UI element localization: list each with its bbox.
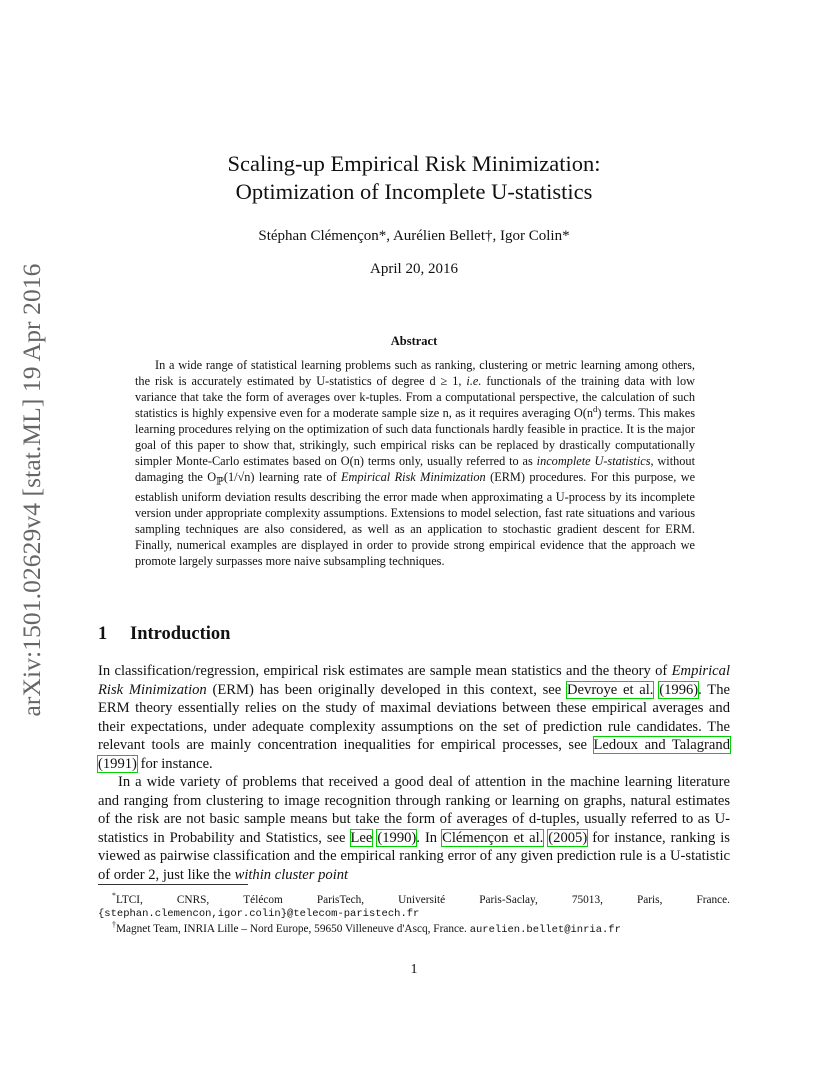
citation-ledoux-year[interactable]: (1991): [98, 755, 137, 772]
citation-clemencon[interactable]: Clémençon et al.: [442, 829, 544, 846]
footnote-2-text: Magnet Team, INRIA Lille – Nord Europe, 59650 Villeneuve d'Ascq, France.: [115, 923, 467, 935]
title-line-2: Optimization of Incomplete U-statistics: [235, 179, 593, 204]
date: April 20, 2016: [370, 261, 458, 277]
footnote-1-word: France.: [696, 894, 730, 906]
footnote-1-word: Université: [398, 894, 446, 906]
page-number: 1: [410, 962, 418, 977]
abstract-heading: Abstract: [390, 334, 438, 348]
footnote-rule: [98, 884, 248, 885]
footnote-1-word: 75013,: [571, 894, 603, 906]
section-heading: [98, 624, 230, 645]
footnote-1-affiliation: [98, 893, 730, 907]
citation-ledoux[interactable]: Ledoux and Talagrand: [593, 737, 730, 754]
arxiv-identifier: arXiv:1501.02629v4 [stat.ML] 19 Apr 2016: [17, 263, 46, 717]
footnote-1-word: Paris-Saclay,: [479, 894, 538, 906]
footnote-1-word: Paris,: [636, 894, 663, 906]
paper-title: [0, 150, 828, 206]
footnote-2-marker: †: [112, 920, 116, 930]
citation-lee-year[interactable]: (1990): [377, 829, 417, 846]
section-title: Introduction: [130, 624, 231, 644]
footnote-2: [98, 922, 744, 937]
citation-lee[interactable]: Lee: [350, 829, 373, 846]
footnote-1-email: {stephan.clemencon,igor.colin}@telecom-paristech.fr: [98, 908, 420, 920]
title-line-1: Scaling-up Empirical Risk Minimization:: [227, 151, 601, 176]
body-paragraph-2: In a wide variety of problems that received a good deal of attention in the machine learning literature and ranging from clustering to image recognition through ranking or learning on graphs, natural estimates of the risk are not basic sample means but take the form of averages of d-tuples, usually referred to as U-statistics in Probability and Statistics, see Lee (1990). In Clémençon et al. (2005) for instance, ranking is viewed as pairwise classification and the empirical ranking error of any given prediction rule is a U-statistic of order 2, just like the within cluster point: [98, 774, 730, 884]
authors: Stéphan Clémençon*, Aurélien Bellet†, Igor Colin*: [258, 228, 570, 244]
footnote-1-word: CNRS,: [176, 894, 210, 906]
abstract: [135, 358, 695, 570]
section-number: 1: [98, 624, 108, 644]
footnote-2-email: aurelien.bellet@inria.fr: [469, 924, 621, 936]
citation-clemencon-year[interactable]: (2005): [548, 829, 588, 846]
body-paragraph-1: In classification/regression, empirical risk estimates are sample mean statistics and the theory of Empirical Risk Minimization (ERM) has been originally developed in this context, see Devroye et al. (1996). The ERM theory essentially relies on the study of maximal deviations between these empirical averages and their expectations, under adequate complexity assumptions on the set of prediction rule candidates. The relevant tools are mainly concentration inequalities for empirical processes, see Ledoux and Talagrand (1991) for instance.: [98, 663, 730, 772]
citation-devroye[interactable]: Devroye et al.: [567, 681, 654, 698]
abstract-paragraph: In a wide range of statistical learning problems such as ranking, clustering or metric learning among others, the risk is accurately estimated by U-statistics of degree d ≥ 1, i.e. functionals of the training data with low variance that take the form of averages over k-tuples. From a computational perspective, the calculation of such statistics is highly expensive even for a moderate sample size n, as it requires averaging $O(n^d)$ terms. This makes learning procedures relying on the optimization of such data functionals hardly feasible in practice. It is the major goal of this paper to show that, strikingly, such empirical risks can be replaced by drastically computationally simpler Monte-Carlo estimates based on O(n) terms only, usually referred to as incomplete U-statistics, without damaging the $O_ℙ(1/√n)$ learning rate of Empirical Risk Minimization (ERM) procedures. For this purpose, we establish uniform deviation results describing the error made when approximating a U-process by its incomplete version under appropriate complexity assumptions. Extensions to model selection, fast rate situations and various sampling techniques are also considered, as well as an application to stochastic gradient descent for ERM. Finally, numerical examples are displayed in order to provide strong empirical evidence that the approach we promote largely surpasses more naive subsampling techniques.: [135, 358, 696, 568]
footnote-1-word: Télécom: [243, 894, 283, 906]
footnote-1-word: ParisTech,: [316, 894, 365, 906]
body-text: [98, 662, 730, 885]
footnote-1-word: *LTCI,: [112, 891, 143, 906]
footnote-1-marker: *: [112, 891, 116, 901]
footnote-1: [98, 893, 730, 921]
citation-devroye-year[interactable]: (1996): [659, 681, 699, 698]
